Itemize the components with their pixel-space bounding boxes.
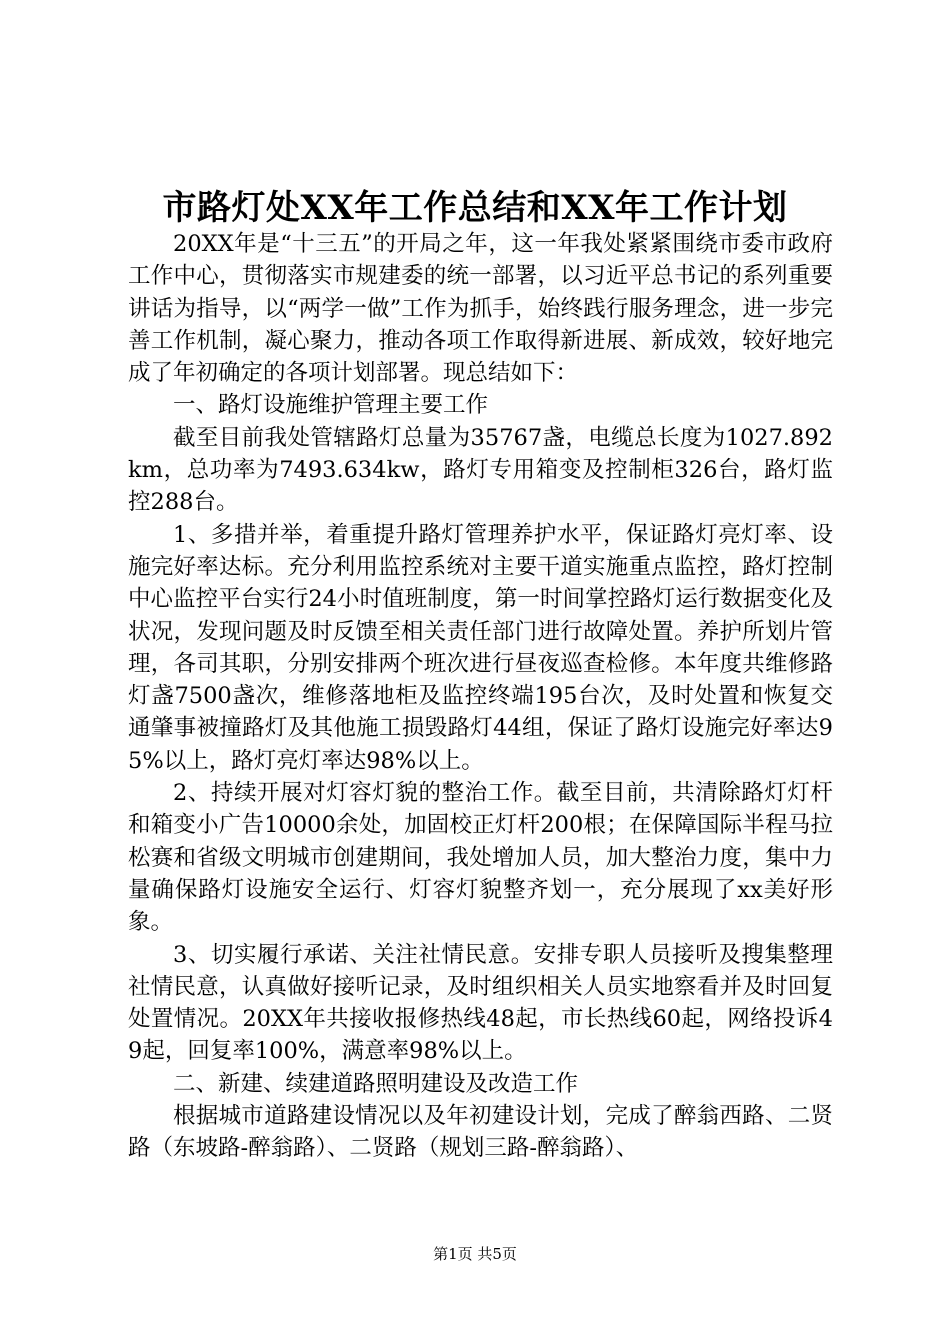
stats-paragraph: 截至目前我处管辖路灯总量为35767盏，电缆总长度为1027.892km，总功率为7493.634kw，路灯专用箱变及控制柜326台，路灯监控288台。 <box>128 424 833 516</box>
document-body <box>128 228 833 1165</box>
section-heading-2: 二、新建、续建道路照明建设及改造工作 <box>173 1070 579 1097</box>
document-title: 市路灯处XX年工作总结和XX年工作计划 <box>162 188 788 228</box>
construction-paragraph: 根据城市道路建设情况以及年初建设计划，完成了醉翁西路、二贤路（东坡路-醉翁路）、二贤路（规划三路-醉翁路）、 <box>128 1103 833 1162</box>
item-1-paragraph: 1、多措并举，着重提升路灯管理养护水平，保证路灯亮灯率、设施完好率达标。充分利用监控系统对主要干道实施重点监控，路灯控制中心监控平台实行24小时值班制度，第一时间掌控路灯运行数据变化及状况，发现问题及时反馈至相关责任部门进行故障处置。养护所划片管理，各司其职，分别安排两个班次进行昼夜巡查检修。本年度共维修路灯盏7500盏次，维修落地柜及监控终端195台次，及时处置和恢复交通肇事被撞路灯及其他施工损毁路灯44组，保证了路灯设施完好率达95%以上，路灯亮灯率达98%以上。 <box>128 521 833 774</box>
item-2-paragraph: 2、持续开展对灯容灯貌的整治工作。截至目前，共清除路灯灯杆和箱变小广告10000余处，加固校正灯杆200根；在保障国际半程马拉松赛和省级文明城市创建期间，我处增加人员，加大整治力度，集中力量确保路灯设施安全运行、灯容灯貌整齐划一，充分展现了xx美好形象。 <box>128 780 833 936</box>
page-footer: 第1页 共5页 <box>433 1245 517 1263</box>
item-3-paragraph: 3、切实履行承诺、关注社情民意。安排专职人员接听及搜集整理社情民意，认真做好接听记录，及时组织相关人员实地察看并及时回复处置情况。20XX年共接收报修热线48起，市长热线60起，网络投诉49起，回复率100%，满意率98%以上。 <box>128 941 833 1065</box>
section-heading-1: 一、路灯设施维护管理主要工作 <box>173 392 489 419</box>
intro-paragraph: 20XX年是“十三五”的开局之年，这一年我处紧紧围绕市委市政府工作中心，贯彻落实市规建委的统一部署，以习近平总书记的系列重要讲话为指导，以“两学一做”工作为抓手，始终践行服务理念，进一步完善工作机制，凝心聚力，推动各项工作取得新进展、新成效，较好地完成了年初确定的各项计划部署。现总结如下： <box>128 231 833 387</box>
